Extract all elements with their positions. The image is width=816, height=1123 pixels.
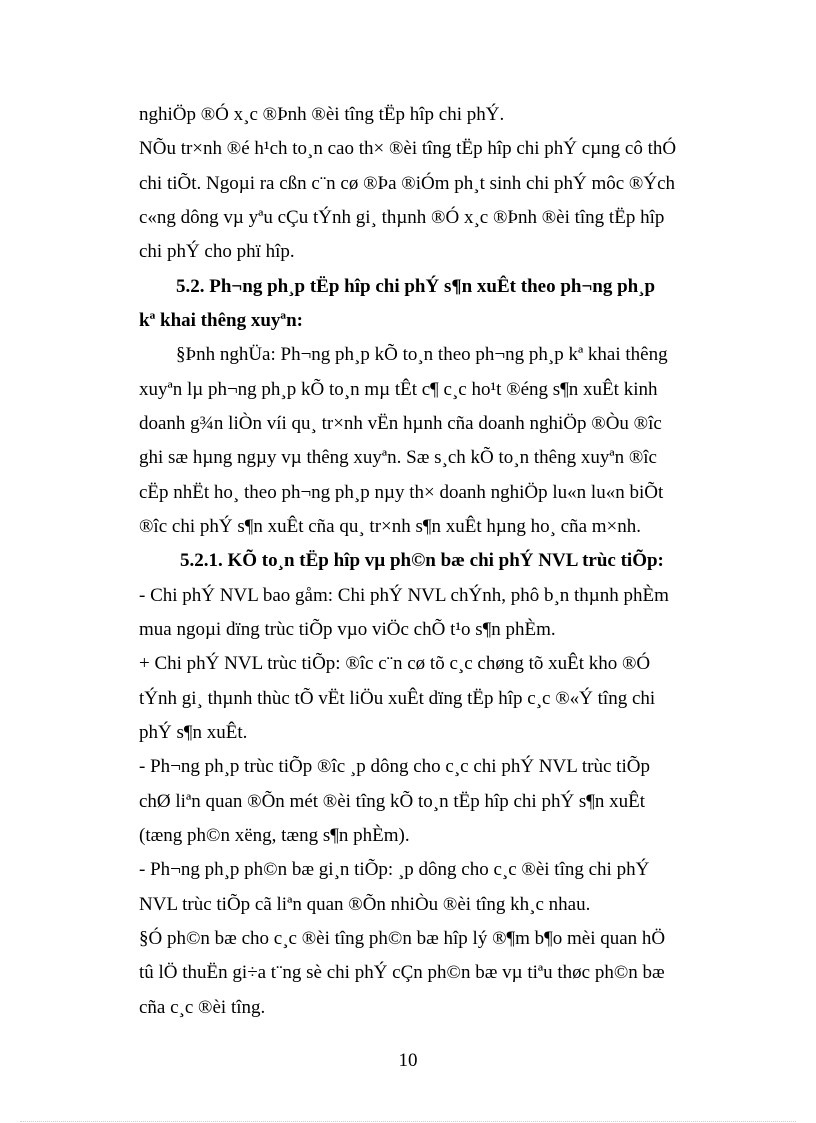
text-line: ghi sæ hµng ngµy vµ thêng xuyªn. Sæ s¸ch kÕ to¸n thêng xuyªn ®îc <box>139 447 657 468</box>
text-line: (tæng ph©n xëng, tæng s¶n phÈm). <box>139 825 410 846</box>
text-line: c«ng dông vµ yªu cÇu tÝnh gi¸ thµnh ®Ó x¸c ®Þnh ®èi tîng tËp hîp <box>139 207 665 228</box>
text-line: tû lÖ thuËn gi÷a t¨ng sè chi phÝ cÇn ph©n bæ vµ tiªu thøc ph©n bæ <box>139 962 665 983</box>
text-line: nghiÖp ®Ó x¸c ®Þnh ®èi tîng tËp hîp chi phÝ. <box>139 104 505 125</box>
text-line: cña c¸c ®èi tîng. <box>139 997 266 1018</box>
subsection-heading: 5.2.1. KÕ to¸n tËp hîp vµ ph©n bæ chi phÝ NVL trùc tiÕp: <box>180 550 664 571</box>
text-line: NÕu tr×nh ®é h¹ch to¸n cao th× ®èi tîng tËp hîp chi phÝ cµng cô thÓ <box>139 138 677 159</box>
text-line: NVL trùc tiÕp cã liªn quan ®Õn nhiÒu ®èi tîng kh¸c nhau. <box>139 894 591 915</box>
text-line: xuyªn lµ ph¬ng ph¸p kÕ to¸n mµ tÊt c¶ c¸c ho¹t ®éng s¶n xuÊt kinh <box>139 379 658 400</box>
text-line: §Ó ph©n bæ cho c¸c ®èi tîng ph©n bæ hîp lý ®¶m b¶o mèi quan hÖ <box>139 928 666 949</box>
text-line: §Þnh nghÜa: Ph¬ng ph¸p kÕ to¸n theo ph¬ng ph¸p kª khai thêng <box>176 344 668 365</box>
text-line: chi tiÕt. Ngoµi ra cßn c¨n cø ®Þa ®iÓm ph¸t sinh chi phÝ môc ®Ých <box>139 173 676 194</box>
text-line: ®îc chi phÝ s¶n xuÊt cña qu¸ tr×nh s¶n xuÊt hµng ho¸ cña m×nh. <box>139 516 642 537</box>
text-line: + Chi phÝ NVL trùc tiÕp: ®îc c¨n cø tõ c¸c chøng tõ xuÊt kho ®Ó <box>139 653 651 674</box>
text-line: doanh g¾n liÒn víi qu¸ tr×nh vËn hµnh cña doanh nghiÖp ®Òu ®îc <box>139 413 662 434</box>
text-line: cËp nhËt ho¸ theo ph¬ng ph¸p nµy th× doanh nghiÖp lu«n lu«n biÕt <box>139 482 664 503</box>
text-line: chi phÝ cho phï hîp. <box>139 241 295 262</box>
text-line: - Ph¬ng ph¸p trùc tiÕp ®îc ¸p dông cho c¸c chi phÝ NVL trùc tiÕp <box>139 756 650 777</box>
text-line: phÝ s¶n xuÊt. <box>139 722 248 743</box>
text-line: - Ph¬ng ph¸p ph©n bæ gi¸n tiÕp: ¸p dông cho c¸c ®èi tîng chi phÝ <box>139 859 650 880</box>
text-line: tÝnh gi¸ thµnh thùc tÕ vËt liÖu xuÊt dïng tËp hîp c¸c ®«Ý tîng chi <box>139 688 656 709</box>
text-line: - Chi phÝ NVL bao gåm: Chi phÝ NVL chÝnh, phô b¸n thµnh phÈm <box>139 585 669 606</box>
section-heading-cont: kª khai thêng xuyªn: <box>139 310 303 331</box>
page-footer-divider <box>20 1121 796 1122</box>
section-heading: 5.2. Ph¬ng ph¸p tËp hîp chi phÝ s¶n xuÊt theo ph¬ng ph¸p <box>176 276 656 297</box>
text-line: chØ liªn quan ®Õn mét ®èi tîng kÕ to¸n tËp hîp chi phÝ s¶n xuÊt <box>139 791 646 812</box>
text-line: mua ngoµi dïng trùc tiÕp vµo viÖc chÕ t¹o s¶n phÈm. <box>139 619 556 640</box>
page-number: 10 <box>398 1050 418 1071</box>
